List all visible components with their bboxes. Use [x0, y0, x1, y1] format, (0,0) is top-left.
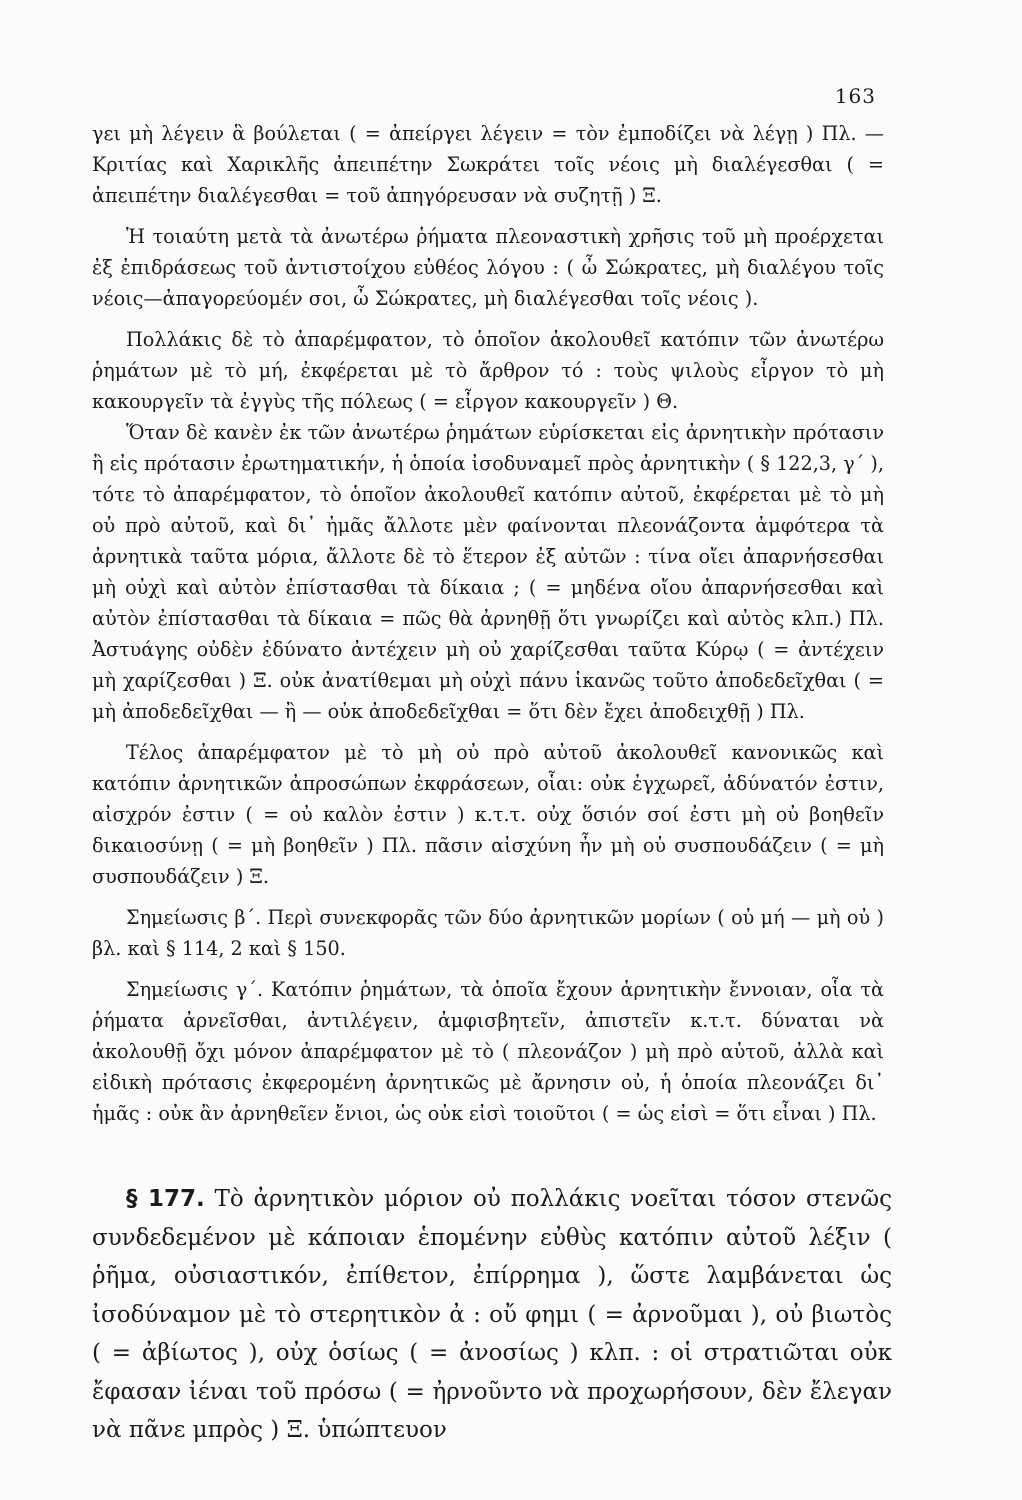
- paragraph-impersonal-expressions: Τέλος ἀπαρέμφατον μὲ τὸ μὴ οὐ πρὸ αὐτοῦ ἀκολουθεῖ κανονικῶς καὶ κατόπιν ἀρνητικῶν ἀπροσώπων ἐκφράσεων, οἷαι: οὐκ ἐγχωρεῖ, ἀδύνατόν ἐστιν, αἰσχρόν ἐστιν ( = οὐ καλὸν ἐστιν ) κ.τ.τ. οὐχ ὅσιόν σοί ἐστι μὴ οὐ βοηθεῖν δικαιοσύνῃ ( = μὴ βοηθεῖν ) Πλ. πᾶσιν αἰσχύνη ἦν μὴ οὐ συσπουδάζειν ( = μὴ συσπουδάζειν ) Ξ.: [92, 741, 884, 888]
- section-number: § 177.: [126, 1186, 205, 1212]
- note-beta: Σημείωσις β΄. Περὶ συνεκφορᾶς τῶν δύο ἀρνητικῶν μορίων ( οὐ μή — μὴ οὐ ) βλ. καὶ § 114, 2 καὶ § 150.: [92, 906, 884, 960]
- page-number: 163: [834, 84, 876, 108]
- paragraph-continuation: γει μὴ λέγειν ἃ βούλεται ( = ἀπείργει λέγειν = τὸν ἐμποδίζει νὰ λέγῃ ) Πλ. — Κριτίας καὶ Χαρικλῆς ἀπειπέτην Σωκράτει τοῖς νέοις μὴ διαλέγεσθαι ( = ἀπειπέτην διαλέγεσθαι = τοῦ ἀπηγόρευσαν νὰ συζητῇ ) Ξ.: [92, 122, 884, 207]
- note-gamma: Σημείωσις γ΄. Κατόπιν ῥημάτων, τὰ ὁποῖα ἔχουν ἀρνητικὴν ἔννοιαν, οἷα τὰ ῥήματα ἀρνεῖσθαι, ἀντιλέγειν, ἀμφισβητεῖν, ἀπιστεῖν κ.τ.τ. δύναται νὰ ἀκολουθῇ ὄχι μόνον ἀπαρέμφατον μὲ τὸ ( πλεονάζον ) μὴ πρὸ αὐτοῦ, ἀλλὰ καὶ εἰδικὴ πρότασις ἐκφερομένη ἀρνητικῶς μὲ ἄρνησιν οὐ, ἡ ὁποία πλεονάζει δι᾽ ἡμᾶς : οὐκ ἂν ἀρνηθεῖεν ἔνιοι, ὡς οὐκ εἰσὶ τοιοῦτοι ( = ὡς εἰσὶ = ὅτι εἶναι ) Πλ.: [92, 978, 884, 1125]
- body-text: [92, 118, 884, 1129]
- paragraph-article-infinitive: Πολλάκις δὲ τὸ ἀπαρέμφατον, τὸ ὁποῖον ἀκολουθεῖ κατόπιν τῶν ἀνωτέρω ῥημάτων μὲ τὸ μή, ἐκφέρεται μὲ τὸ ἄρθρον τό : τοὺς ψιλοὺς εἶργον τὸ μὴ κακουργεῖν τὰ ἐγγὺς τῆς πόλεως ( = εἶργον κακουργεῖν ) Θ.: [92, 328, 884, 413]
- section-177: [92, 1180, 892, 1450]
- paragraph-negative-clause: Ὅταν δὲ κανὲν ἐκ τῶν ἀνωτέρω ῥημάτων εὑρίσκεται εἰς ἀρνητικὴν πρότασιν ἢ εἰς πρότασιν ἐρωτηματικήν, ἡ ὁποία ἰσοδυναμεῖ πρὸς ἀρνητικὴν ( § 122,3, γ΄ ), τότε τὸ ἀπαρέμφατον, τὸ ὁποῖον ἀκολουθεῖ κατόπιν αὐτοῦ, ἐκφέρεται μὲ τὸ μὴ οὐ πρὸ αὐτοῦ, καὶ δι᾽ ἡμᾶς ἄλλοτε μὲν φαίνονται πλεονάζοντα ἀμφότερα τὰ ἀρνητικὰ ταῦτα μόρια, ἄλλοτε δὲ τὸ ἕτερον ἐξ αὐτῶν : τίνα οἴει ἀπαρνήσεσθαι μὴ οὐχὶ καὶ αὐτὸν ἐπίστασθαι τὰ δίκαια ; ( = μηδένα οἴου ἀπαρνήσεσθαι καὶ αὐτὸν ἐπίστασθαι τὰ δίκαια = πῶς θὰ ἀρνηθῇ ὅτι γνωρίζει καὶ αὐτὸς κλπ.) Πλ. Ἀστυάγης οὐδὲν ἐδύνατο ἀντέχειν μὴ οὐ χαρίζεσθαι ταῦτα Κύρῳ ( = ἀντέχειν μὴ χαρίζεσθαι ) Ξ. οὐκ ἀνατίθεμαι μὴ οὐχὶ πάνυ ἱκανῶς τοῦτο ἀποδεδεῖχθαι ( = μὴ ἀποδεδεῖχθαι — ἢ — οὐκ ἀποδεδεῖχθαι = ὅτι δὲν ἔχει ἀποδειχθῇ ) Πλ.: [92, 421, 884, 723]
- paragraph-pleonastic-use: Ἡ τοιαύτη μετὰ τὰ ἀνωτέρω ῥήματα πλεοναστικὴ χρῆσις τοῦ μὴ προέρχεται ἐξ ἐπιδράσεως τοῦ ἀντιστοίχου εὐθέος λόγου : ( ὦ Σώκρατες, μὴ διαλέγου τοῖς νέοις—ἀπαγορεύομέν σοι, ὦ Σώκρατες, μὴ διαλέγεσθαι τοῖς νέοις ).: [92, 225, 884, 310]
- section-text: Τὸ ἀρνητικὸν μόριον οὐ πολλάκις νοεῖται τόσον στενῶς συνδεδεμένον μὲ κάποιαν ἑπομένην εὐθὺς κατόπιν αὐτοῦ λέξιν ( ῥῆμα, οὐσιαστικόν, ἐπίθετον, ἐπίρρημα ), ὥστε λαμβάνεται ὡς ἰσοδύναμον μὲ τὸ στερητικὸν ἀ : οὔ φημι ( = ἀρνοῦμαι ), οὐ βιωτὸς ( = ἀβίωτος ), οὐχ ὁσίως ( = ἀνοσίως ) κλπ. : οἱ στρατιῶται οὐκ ἔφασαν ἰέναι τοῦ πρόσω ( = ἠρνοῦντο νὰ προχωρήσουν, δὲν ἔλεγαν νὰ πᾶνε μπρὸς ) Ξ. ὑπώπτευον: [92, 1186, 892, 1443]
